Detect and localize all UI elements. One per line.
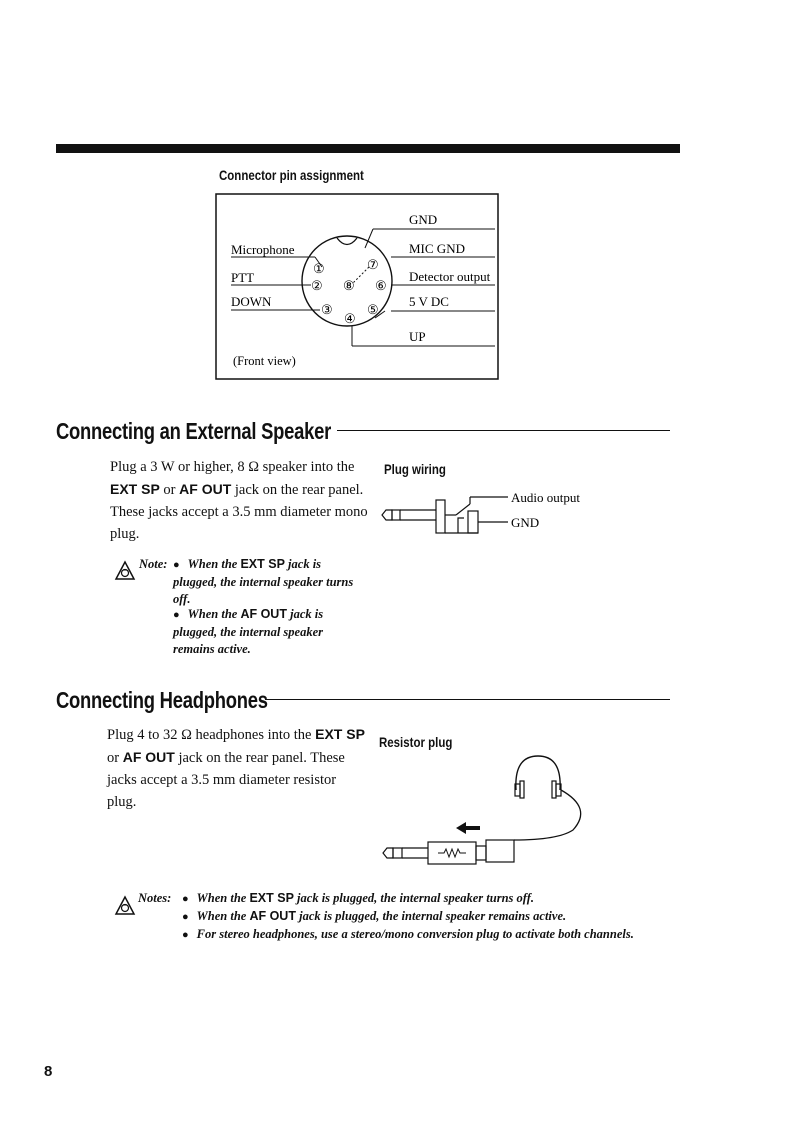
diagram-frame: [216, 194, 498, 379]
speaker-title-rule: [337, 430, 670, 431]
top-bar: [56, 144, 680, 153]
speaker-section-title: Connecting an External Speaker: [56, 418, 332, 444]
caution-icon: [114, 895, 136, 917]
pin-6: ⑥: [375, 278, 387, 293]
gnd-label: GND: [511, 515, 540, 530]
resistor-symbol: [438, 849, 466, 857]
speaker-note-label: Note:: [139, 557, 168, 571]
speaker-paragraph: Plug a 3 W or higher, 8 Ω speaker into the EXT SP or AF OUT jack on the rear panel. These jacks accept a 3.5 mm diameter mono plug.: [110, 459, 368, 542]
speaker-note-2: ● When the AF OUT jack is plugged, the internal speaker remains active.: [173, 607, 324, 656]
headphones-note-3: ● For stereo headphones, use a stereo/mono conversion plug to activate both channels.: [182, 927, 634, 941]
headband: [516, 756, 560, 790]
pin-3: ③: [321, 302, 333, 317]
front-view-caption: (Front view): [233, 354, 296, 368]
pin-8: ⑧: [343, 278, 355, 293]
plug-wiring-title: Plug wiring: [384, 461, 446, 477]
label-5v-dc: 5 V DC: [409, 294, 449, 309]
pin-5: ⑤: [367, 302, 379, 317]
resistor-plug-diagram: [378, 748, 593, 873]
arrow-left-icon: [456, 822, 480, 834]
pin-2: ②: [311, 278, 323, 293]
label-detector-output: Detector output: [409, 269, 491, 284]
caution-icon: [114, 560, 136, 582]
label-microphone: Microphone: [231, 242, 295, 257]
headphones-note-2: ● When the AF OUT jack is plugged, the internal speaker remains active.: [182, 909, 567, 923]
plug-wiring-diagram: [380, 485, 600, 540]
connector-diagram: [215, 193, 500, 381]
pin-1: ①: [313, 261, 325, 276]
label-mic-gnd: MIC GND: [409, 241, 465, 256]
connector-title: Connector pin assignment: [219, 167, 364, 183]
label-gnd: GND: [409, 212, 438, 227]
headphones-note-1: ● When the EXT SP jack is plugged, the internal speaker turns off.: [182, 891, 534, 905]
connector-key: [337, 238, 357, 245]
label-up: UP: [409, 329, 426, 344]
resistor-plug-title: Resistor plug: [379, 734, 453, 750]
label-down: DOWN: [231, 294, 272, 309]
speaker-note-1: ● When the EXT SP jack is plugged, the internal speaker turns off.: [173, 557, 354, 606]
label-ptt: PTT: [231, 270, 255, 285]
pin-7: ⑦: [367, 257, 379, 272]
headphones-section-title: Connecting Headphones: [56, 687, 268, 713]
audio-output-label: Audio output: [511, 490, 580, 505]
pin-4: ④: [344, 311, 356, 326]
page-number: 8: [44, 1063, 53, 1080]
headphones-paragraph: Plug 4 to 32 Ω headphones into the EXT SP or AF OUT jack on the rear panel. These jacks accept a 3.5 mm diameter resistor plug.: [107, 726, 365, 810]
headphones-title-rule: [265, 699, 670, 700]
headphones-notes-label: Notes:: [138, 891, 172, 905]
